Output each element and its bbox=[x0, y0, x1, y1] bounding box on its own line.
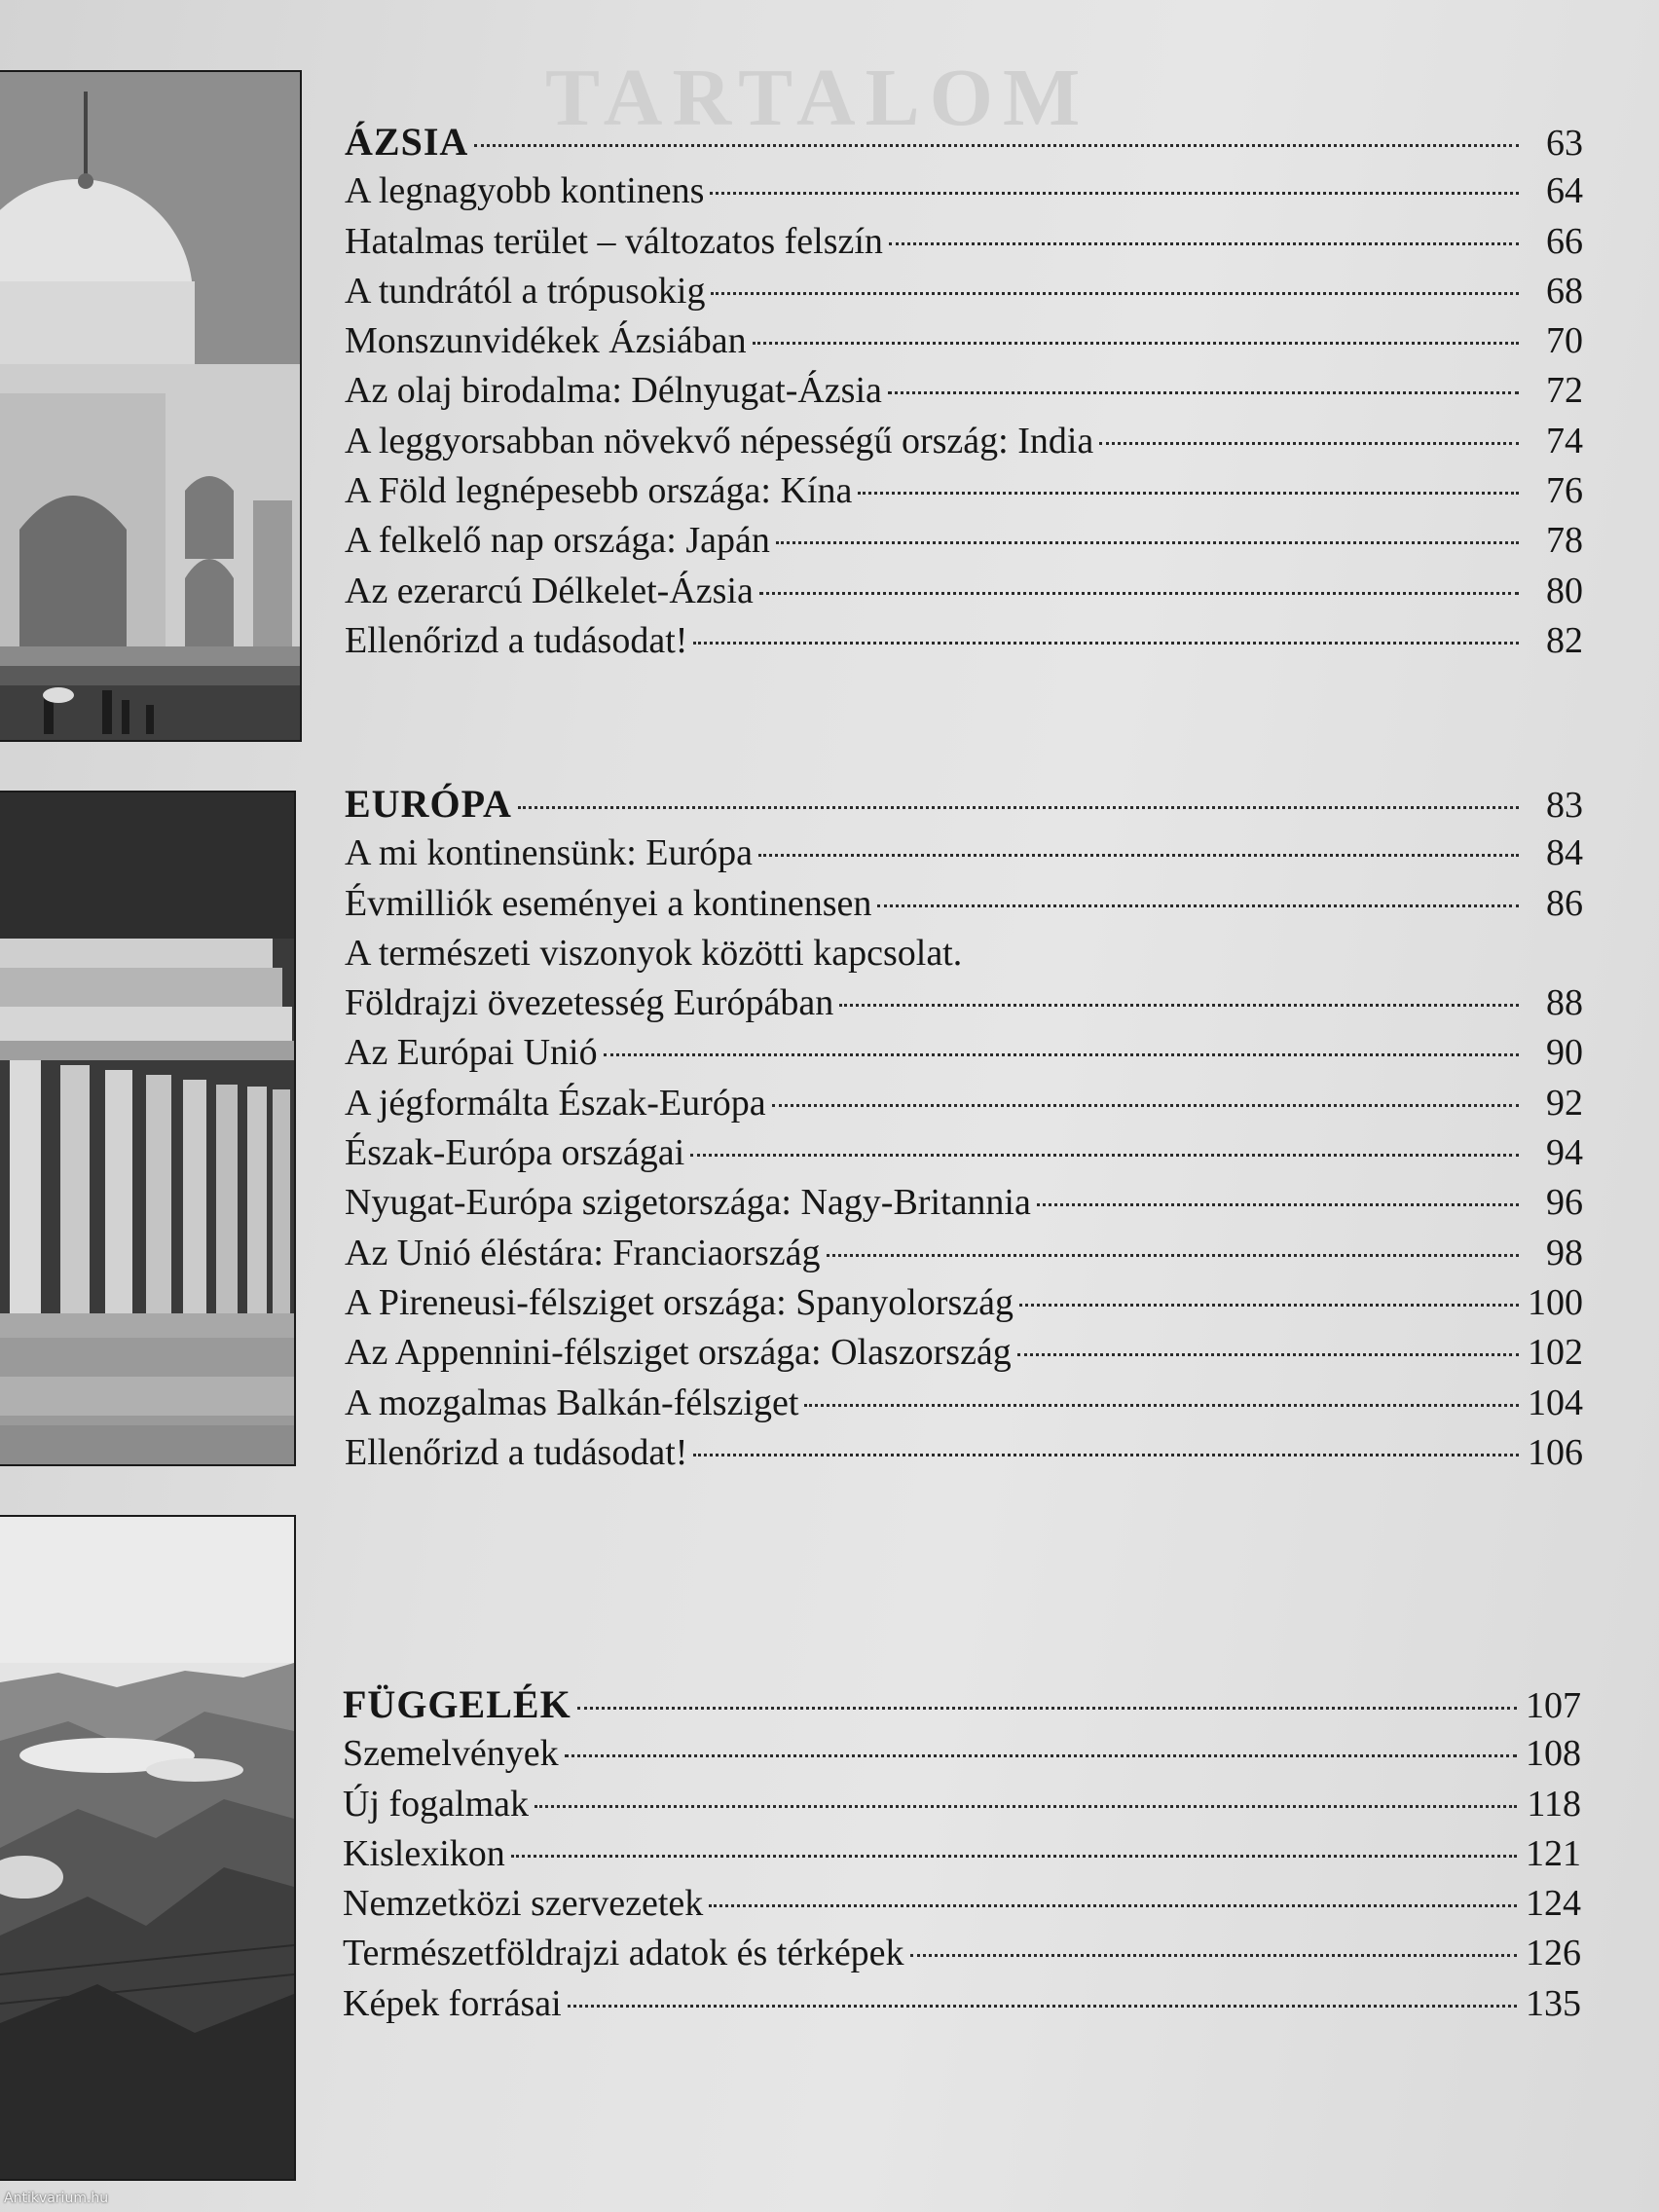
entry-title: A felkelő nap országa: Japán bbox=[345, 520, 770, 562]
page-number: 63 bbox=[1546, 123, 1583, 164]
entry-title: FÜGGELÉK bbox=[343, 1682, 571, 1726]
entry-title: A jégformálta Észak-Európa bbox=[345, 1082, 766, 1124]
dot-leader bbox=[693, 642, 1519, 645]
page-number: 76 bbox=[1546, 470, 1583, 512]
page-number: 74 bbox=[1546, 420, 1583, 461]
dot-leader bbox=[1019, 1304, 1519, 1307]
page-number: 135 bbox=[1526, 1982, 1581, 2024]
toc-appendix bbox=[343, 1679, 1585, 2029]
toc-entry bbox=[345, 567, 1587, 616]
toc-entry bbox=[343, 1979, 1585, 2029]
page-number: 98 bbox=[1546, 1232, 1583, 1273]
toc-entry bbox=[345, 267, 1587, 316]
page-number: 66 bbox=[1546, 220, 1583, 262]
entry-title: Szemelvények bbox=[343, 1733, 559, 1775]
entry-title: Az ezerarcú Délkelet-Ázsia bbox=[345, 570, 754, 611]
page-number: 83 bbox=[1546, 785, 1583, 826]
toc-entry bbox=[345, 1028, 1587, 1078]
toc-entry bbox=[343, 1780, 1585, 1829]
toc-entry bbox=[345, 1428, 1587, 1478]
dot-leader bbox=[604, 1053, 1519, 1056]
entry-title: Kislexikon bbox=[343, 1832, 505, 1874]
dot-leader bbox=[709, 1904, 1517, 1907]
entry-title: A Pireneusi-félsziget országa: Spanyolország bbox=[345, 1281, 1014, 1323]
dot-leader bbox=[1099, 442, 1519, 445]
toc-entry bbox=[345, 616, 1587, 666]
page-number: 92 bbox=[1546, 1082, 1583, 1124]
page-number: 126 bbox=[1526, 1933, 1581, 1974]
page-number: 90 bbox=[1546, 1032, 1583, 1074]
entry-title: Az Európai Unió bbox=[345, 1032, 598, 1074]
toc-entry bbox=[345, 1079, 1587, 1128]
toc-entry bbox=[345, 516, 1587, 566]
toc-entry bbox=[345, 217, 1587, 267]
dot-leader bbox=[888, 391, 1519, 394]
page-number: 72 bbox=[1546, 370, 1583, 412]
dot-leader bbox=[577, 1707, 1517, 1710]
entry-title: Az olaj birodalma: Délnyugat-Ázsia bbox=[345, 370, 882, 412]
page-number: 124 bbox=[1526, 1883, 1581, 1925]
dot-leader bbox=[511, 1855, 1517, 1858]
page-number: 86 bbox=[1546, 882, 1583, 924]
entry-title: Nyugat-Európa szigetországa: Nagy-Britannia bbox=[345, 1182, 1031, 1224]
dot-leader bbox=[753, 342, 1519, 345]
page-number: 100 bbox=[1528, 1281, 1583, 1323]
page-number: 106 bbox=[1528, 1431, 1583, 1473]
parthenon-photo bbox=[0, 791, 296, 1466]
entry-title: A legnagyobb kontinens bbox=[345, 170, 705, 212]
toc-entry bbox=[343, 1829, 1585, 1879]
dot-leader bbox=[877, 904, 1519, 907]
entry-title: ÁZSIA bbox=[345, 120, 469, 164]
toc-entry bbox=[345, 316, 1587, 366]
toc-entry bbox=[345, 417, 1587, 466]
entry-title: A tundrától a trópusokig bbox=[345, 270, 706, 312]
toc-entry bbox=[345, 1328, 1587, 1378]
dot-leader bbox=[839, 1004, 1519, 1007]
dot-leader bbox=[858, 492, 1519, 495]
entry-title: Évmilliók eseményei a kontinensen bbox=[345, 882, 872, 924]
toc-entry bbox=[345, 1379, 1587, 1428]
dot-leader bbox=[758, 854, 1519, 857]
page-number: 104 bbox=[1528, 1382, 1583, 1423]
toc-entry bbox=[345, 879, 1587, 929]
dot-leader bbox=[804, 1404, 1519, 1407]
dot-leader bbox=[565, 1754, 1517, 1757]
page-number: 78 bbox=[1546, 520, 1583, 562]
page-number: 84 bbox=[1546, 832, 1583, 874]
taj-mahal-photo bbox=[0, 70, 302, 742]
dot-leader bbox=[1017, 1353, 1519, 1356]
dot-leader bbox=[535, 1805, 1517, 1808]
entry-title: Ellenőrizd a tudásodat! bbox=[345, 1431, 688, 1473]
toc-asia bbox=[345, 117, 1587, 666]
mountain-photo bbox=[0, 1515, 296, 2181]
page-number: 70 bbox=[1546, 320, 1583, 362]
toc-europe bbox=[345, 779, 1587, 1478]
dot-leader bbox=[690, 1154, 1519, 1157]
toc-entry bbox=[345, 978, 1587, 1028]
page-number: 102 bbox=[1528, 1332, 1583, 1374]
entry-title: Földrajzi övezetesség Európában bbox=[345, 982, 834, 1024]
page-number: 118 bbox=[1527, 1783, 1581, 1825]
toc-entry bbox=[345, 1178, 1587, 1228]
entry-title: Ellenőrizd a tudásodat! bbox=[345, 619, 688, 661]
dot-leader bbox=[710, 192, 1519, 195]
page-number: 96 bbox=[1546, 1182, 1583, 1224]
dot-leader bbox=[474, 144, 1519, 147]
entry-title: Az Appennini-félsziget országa: Olaszország bbox=[345, 1332, 1012, 1374]
entry-title: Az Unió éléstára: Franciaország bbox=[345, 1232, 821, 1273]
entry-title: Monszunvidékek Ázsiában bbox=[345, 320, 747, 362]
entry-title: Képek forrásai bbox=[343, 1982, 562, 2024]
dot-leader bbox=[889, 242, 1519, 245]
entry-title: EURÓPA bbox=[345, 782, 512, 826]
page-number: 121 bbox=[1526, 1832, 1581, 1874]
toc-entry bbox=[345, 166, 1587, 216]
section-heading bbox=[345, 779, 1587, 829]
watermark: Antikvarium.hu bbox=[4, 2191, 109, 2206]
toc-entry bbox=[345, 1278, 1587, 1328]
section-heading bbox=[345, 117, 1587, 166]
section-heading bbox=[343, 1679, 1585, 1729]
page-number: 80 bbox=[1546, 570, 1583, 611]
page-number: 107 bbox=[1526, 1685, 1581, 1726]
entry-title: Észak-Európa országai bbox=[345, 1132, 685, 1174]
dot-leader bbox=[568, 2005, 1517, 2008]
toc-entry bbox=[343, 1729, 1585, 1779]
entry-title: Nemzetközi szervezetek bbox=[343, 1883, 704, 1925]
page-number: 94 bbox=[1546, 1132, 1583, 1174]
dot-leader bbox=[518, 806, 1519, 809]
toc-entry bbox=[343, 1879, 1585, 1929]
entry-title: A természeti viszonyok közötti kapcsolat. bbox=[345, 932, 963, 974]
entry-title: A Föld legnépesebb országa: Kína bbox=[345, 470, 853, 512]
dot-leader bbox=[772, 1104, 1519, 1107]
dot-leader bbox=[910, 1954, 1517, 1957]
toc-entry bbox=[343, 1929, 1585, 1978]
page-number: 82 bbox=[1546, 619, 1583, 661]
entry-title: A leggyorsabban növekvő népességű ország: India bbox=[345, 420, 1094, 461]
toc-entry bbox=[345, 366, 1587, 416]
entry-title: Természetföldrajzi adatok és térképek bbox=[343, 1933, 904, 1974]
page-number: 68 bbox=[1546, 270, 1583, 312]
toc-entry bbox=[345, 466, 1587, 516]
dot-leader bbox=[693, 1454, 1519, 1456]
toc-entry bbox=[345, 1229, 1587, 1278]
dot-leader bbox=[711, 292, 1519, 295]
page-number: 108 bbox=[1526, 1733, 1581, 1775]
page-number: 88 bbox=[1546, 982, 1583, 1024]
entry-title: A mi kontinensünk: Európa bbox=[345, 832, 754, 874]
toc-entry bbox=[345, 829, 1587, 878]
dot-leader bbox=[759, 592, 1519, 595]
entry-title: Hatalmas terület – változatos felszín bbox=[345, 220, 883, 262]
ghost-heading: TARTALOM bbox=[545, 53, 1090, 143]
dot-leader bbox=[1037, 1203, 1519, 1206]
toc-entry bbox=[345, 1128, 1587, 1178]
entry-title: A mozgalmas Balkán-félsziget bbox=[345, 1382, 799, 1423]
dot-leader bbox=[776, 541, 1519, 544]
dot-leader bbox=[827, 1254, 1519, 1257]
toc-entry bbox=[345, 929, 1587, 978]
page-number: 64 bbox=[1546, 170, 1583, 212]
entry-title: Új fogalmak bbox=[343, 1783, 530, 1825]
